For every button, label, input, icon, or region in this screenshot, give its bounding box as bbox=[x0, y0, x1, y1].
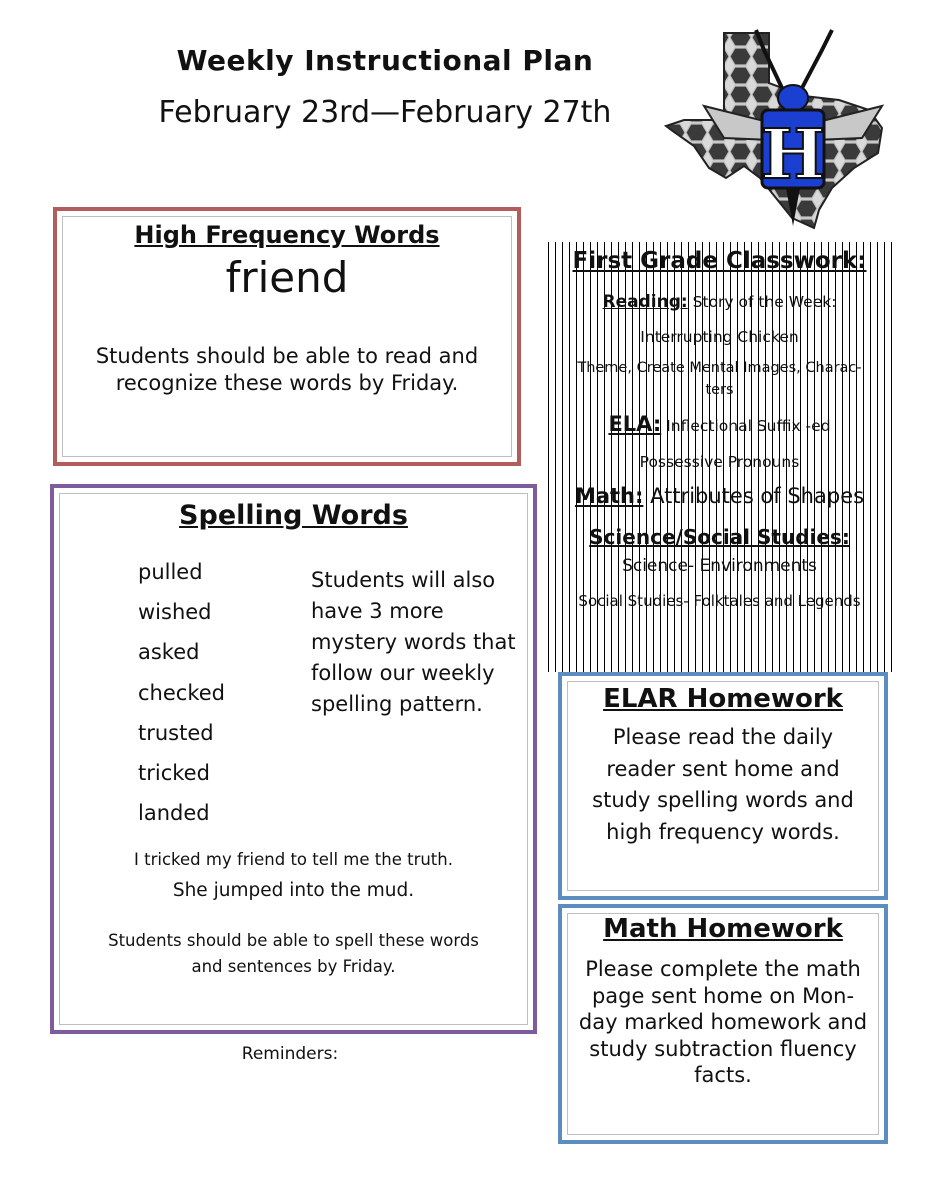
reading-label: Reading: bbox=[602, 292, 688, 312]
mystery-words-note: Students will also have 3 more mystery words that follow our weekly spelling pattern. bbox=[311, 568, 516, 716]
classwork-heading: First Grade Classwork: bbox=[572, 248, 867, 274]
classwork-panel bbox=[542, 242, 897, 672]
spelling-word: asked bbox=[138, 640, 200, 665]
high-frequency-box bbox=[53, 207, 521, 466]
reading-line bbox=[542, 292, 897, 312]
science-topic: Science- Environments bbox=[622, 556, 817, 576]
reading-skills-end: ters bbox=[705, 382, 734, 398]
math-homework-heading: Math Homework bbox=[603, 914, 843, 944]
math-label: Math: bbox=[574, 484, 644, 508]
math-homework-body: Please complete the math page sent home on Mon-day marked homework and study subtraction fluency facts. bbox=[578, 957, 868, 1087]
ela-label: ELA: bbox=[608, 412, 662, 436]
spelling-word: trusted bbox=[138, 720, 214, 745]
reading-skills: Theme, Create Mental Images, Charac- bbox=[577, 360, 862, 376]
hornet-logo-icon bbox=[664, 28, 899, 233]
high-frequency-word: friend bbox=[225, 253, 349, 302]
school-logo bbox=[664, 28, 899, 233]
logo-letter: H bbox=[760, 115, 826, 195]
science-social-label: Science/Social Studies: bbox=[589, 525, 850, 549]
ela-skill-2: Possessive Pronouns bbox=[639, 453, 800, 471]
reading-story: Story of the Week: bbox=[692, 293, 837, 311]
spelling-word: wished bbox=[138, 600, 212, 625]
spelling-word-list bbox=[138, 558, 225, 839]
spelling-word: pulled bbox=[138, 560, 203, 584]
social-studies-topic: Social Studies- Folktales and Legends bbox=[578, 592, 861, 610]
spelling-word: landed bbox=[138, 801, 210, 826]
elar-homework-heading: ELAR Homework bbox=[603, 684, 843, 714]
ela-skill: Inflectional Suffix -ed bbox=[666, 417, 831, 435]
elar-homework-body: Please read the daily reader sent home and study spelling words and high frequency words. bbox=[592, 725, 854, 844]
date-range: February 23rd—February 27th bbox=[158, 95, 612, 130]
page-title: Weekly Instructional Plan bbox=[176, 44, 594, 77]
spelling-heading: Spelling Words bbox=[179, 500, 408, 531]
math-line bbox=[542, 484, 897, 508]
spelling-sentence: She jumped into the mud. bbox=[172, 880, 415, 901]
reminders-label: Reminders: bbox=[241, 1044, 339, 1064]
reading-title: Interrupting Chicken bbox=[640, 328, 799, 346]
math-homework-box bbox=[558, 904, 888, 1144]
elar-homework-box bbox=[558, 672, 888, 900]
spelling-sentence: I tricked my friend to tell me the truth. bbox=[134, 850, 453, 869]
math-topic: Attributes of Shapes bbox=[650, 484, 865, 508]
spelling-box bbox=[50, 484, 537, 1034]
spelling-word: checked bbox=[138, 680, 225, 705]
high-frequency-heading: High Frequency Words bbox=[134, 221, 440, 249]
ela-line bbox=[542, 412, 897, 436]
high-frequency-note: Students should be able to read and recognize these words by Friday. bbox=[95, 344, 479, 395]
spelling-word: tricked bbox=[138, 760, 210, 785]
spelling-instruction: Students should be able to spell these words and sentences by Friday. bbox=[108, 931, 479, 976]
